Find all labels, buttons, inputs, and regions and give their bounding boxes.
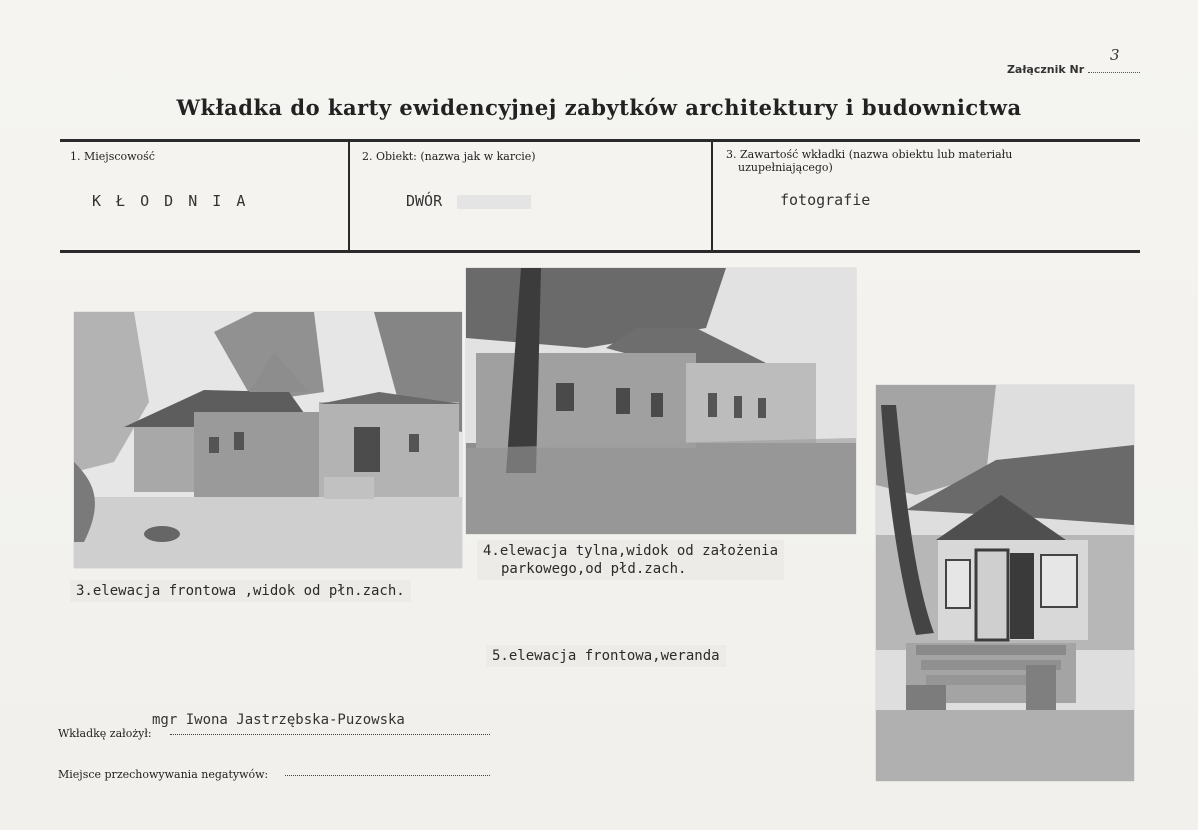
- photo-2-caption-line2: parkowego,od płd.zach.: [501, 561, 687, 577]
- content-value: fotografie: [780, 191, 871, 209]
- object-value: [406, 192, 531, 210]
- content-label: [726, 148, 1012, 174]
- content-label-line2: uzupełniającego): [738, 161, 833, 174]
- photo-3-caption: 5.elewacja frontowa,weranda: [486, 645, 726, 667]
- negatives-location-line: [285, 774, 490, 776]
- photo-rear-elevation-sw: [466, 268, 856, 534]
- annex-number: [1006, 46, 1140, 76]
- locality-value: K Ł O D N I A: [92, 192, 249, 210]
- locality-label: 1. Miejscowość: [70, 150, 155, 163]
- annex-label: Załącznik Nr: [1006, 63, 1085, 76]
- header-rule-bottom: [60, 250, 1140, 253]
- field-divider-2: [711, 141, 713, 251]
- photo-front-elevation-nw: [74, 312, 462, 568]
- negatives-location-label: Miejsce przechowywania negatywów:: [58, 768, 269, 781]
- redacted-block: [457, 195, 531, 209]
- photo-2-caption-line1: 4.elewacja tylna,widok od założenia: [483, 543, 779, 559]
- object-label: 2. Obiekt: (nazwa jak w karcie): [362, 150, 536, 163]
- created-by-value: mgr Iwona Jastrzębska-Puzowska: [152, 712, 405, 728]
- photo-veranda-image: [876, 385, 1134, 781]
- document-title: Wkładka do karty ewidencyjnej zabytków architektury i budownictwa: [176, 95, 1022, 120]
- annex-number-value: 3: [1110, 46, 1120, 64]
- annex-number-line: [1088, 46, 1140, 73]
- created-by-line: [170, 733, 490, 735]
- content-label-line1: 3. Zawartość wkładki (nazwa obiektu lub materiału: [726, 148, 1013, 161]
- header-rule-top: [60, 139, 1140, 142]
- photo-veranda: [876, 385, 1134, 781]
- photo-1-caption: 3.elewacja frontowa ,widok od płn.zach.: [70, 580, 411, 602]
- field-divider-1: [348, 141, 350, 251]
- photo-rear-elevation-sw-image: [466, 268, 856, 534]
- photo-2-caption: [477, 540, 784, 580]
- photo-front-elevation-nw-image: [74, 312, 462, 568]
- object-value-text: DWÓR: [406, 192, 443, 210]
- created-by-label: Wkładkę założył:: [58, 727, 152, 740]
